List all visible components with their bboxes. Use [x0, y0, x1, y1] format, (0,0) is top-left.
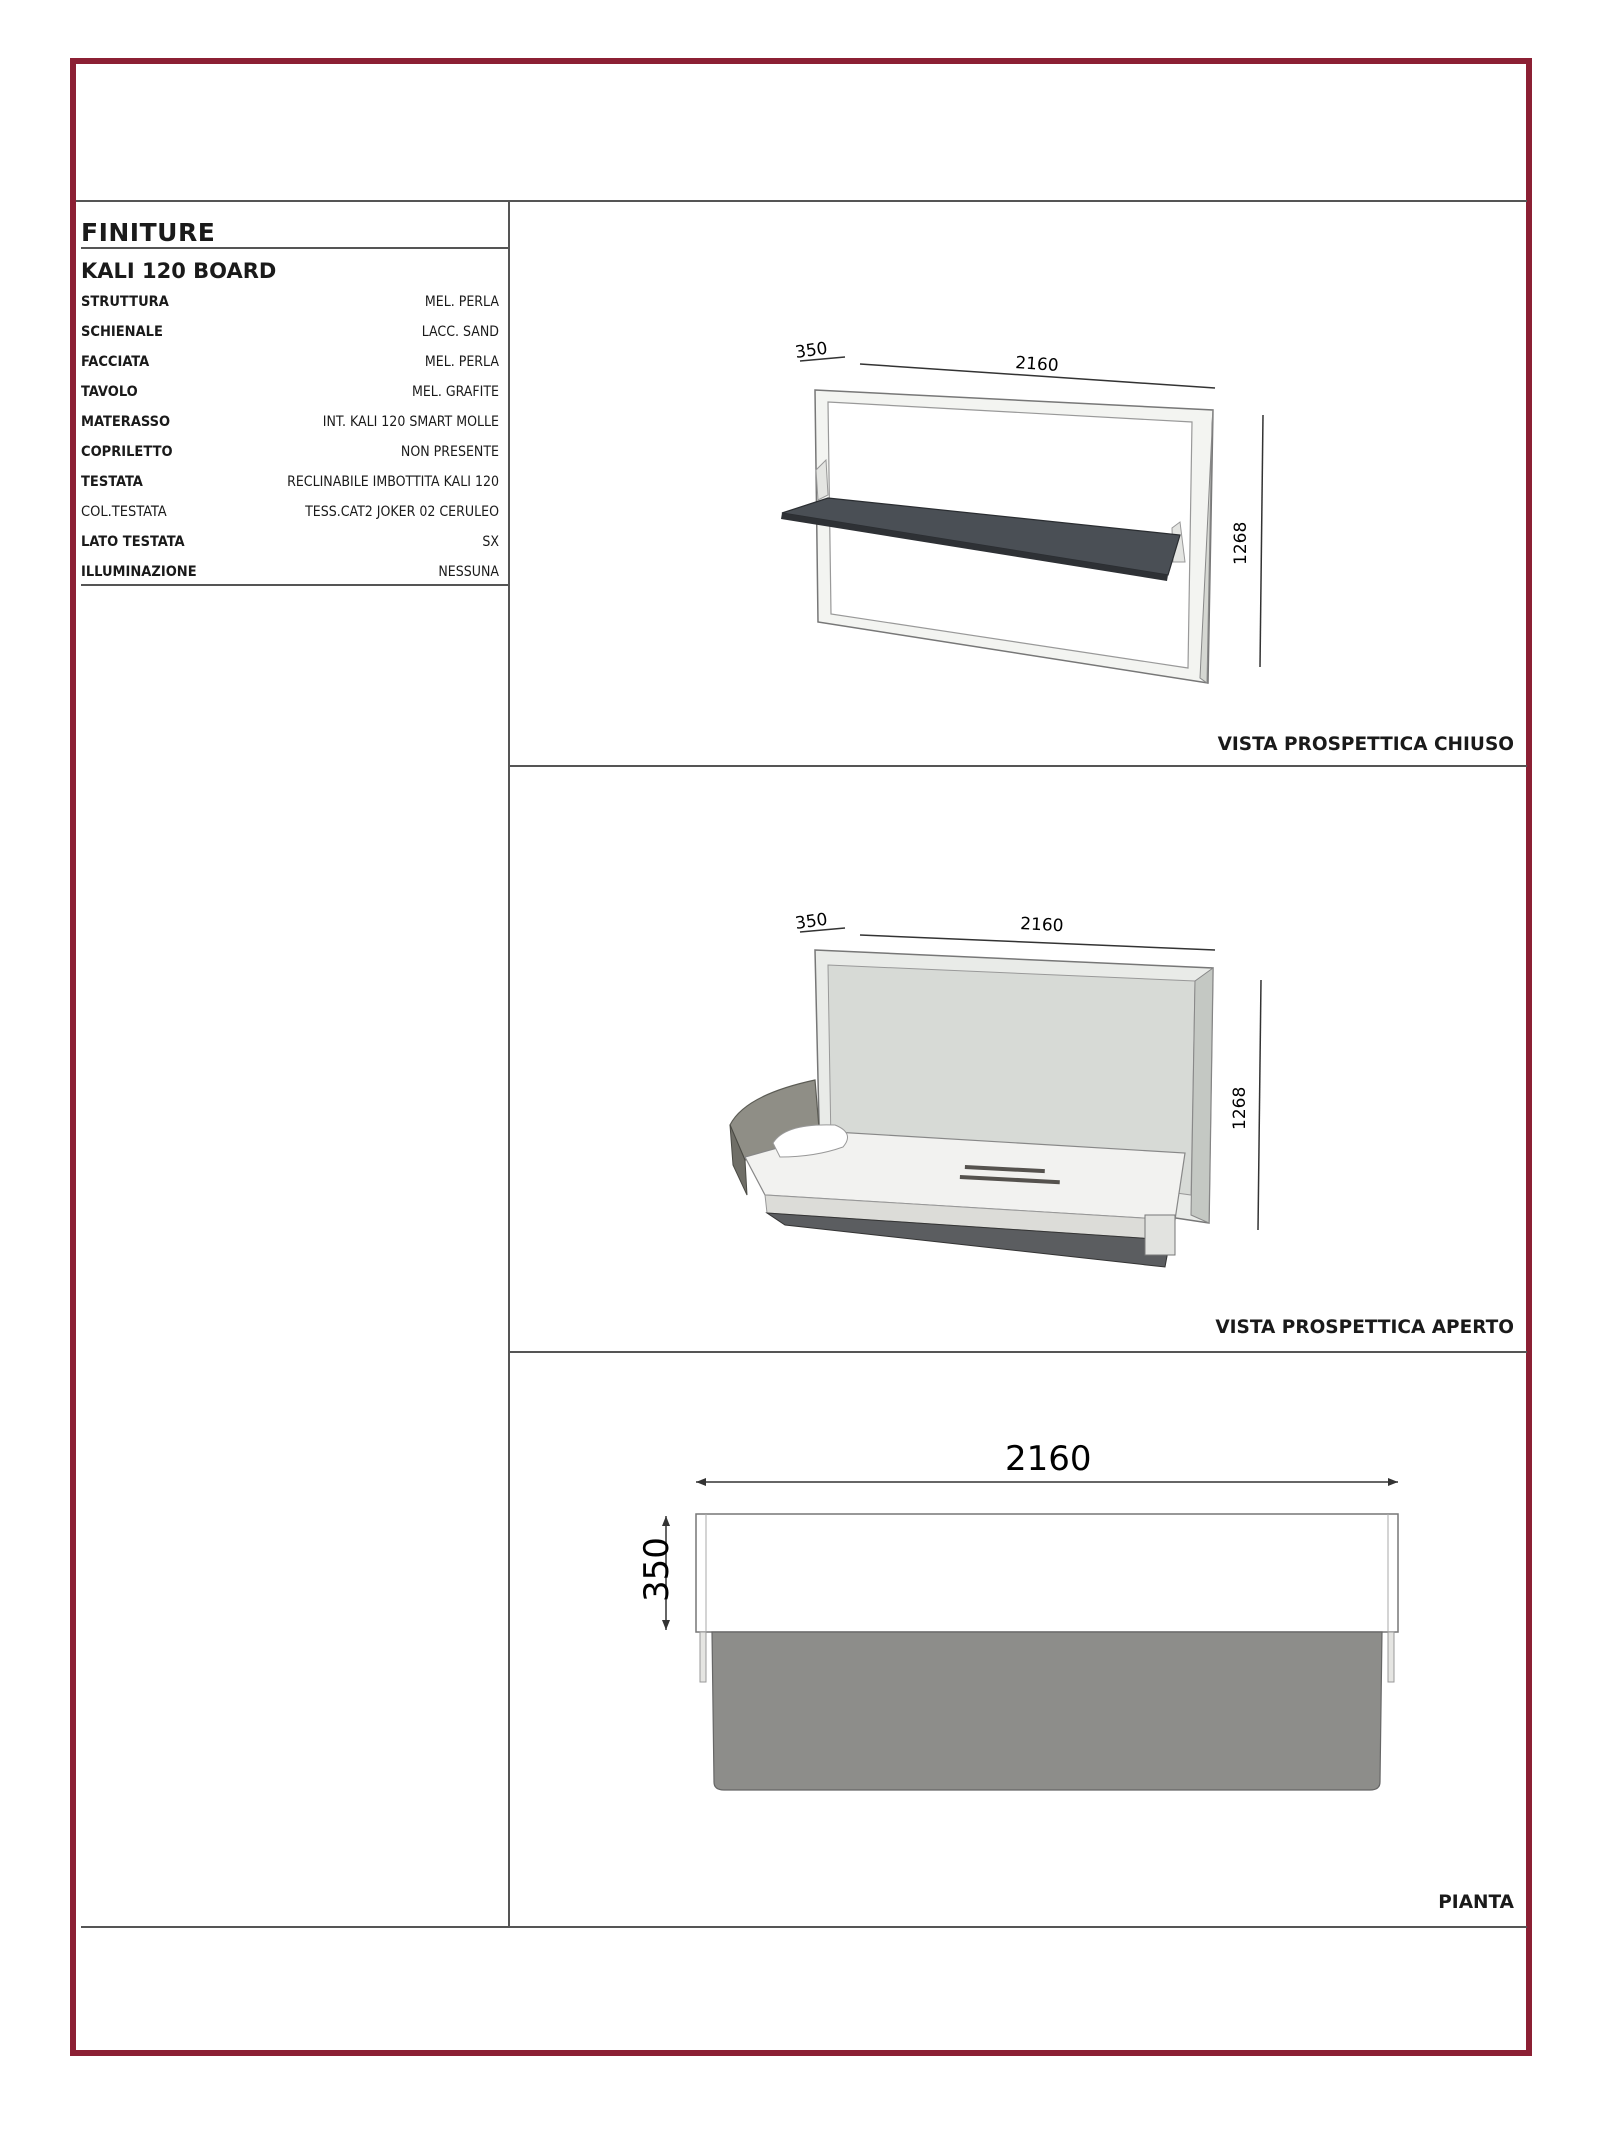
- plan-view-label: PIANTA: [1438, 1892, 1514, 1913]
- spec-label: FACCIATA: [81, 354, 150, 370]
- spec-value: MEL. GRAFITE: [411, 384, 499, 400]
- spec-row-struttura: [81, 290, 499, 316]
- spec-value: NON PRESENTE: [400, 444, 499, 460]
- spec-row-materasso: [81, 410, 499, 436]
- spec-row-copriletto: [81, 440, 499, 466]
- open-depth-dim: 350: [793, 909, 829, 934]
- closed-height-dim: 1268: [1231, 521, 1251, 565]
- spec-label: TESTATA: [81, 474, 143, 490]
- model-name: KALI 120 BOARD: [81, 259, 277, 283]
- plan-depth-dim: 350: [637, 1537, 677, 1602]
- spec-label: TAVOLO: [81, 384, 138, 400]
- plan-width-dim: 2160: [1005, 1439, 1092, 1479]
- spec-row-illuminazione: [81, 560, 499, 586]
- open-view-drawing: [725, 895, 1285, 1315]
- column-divider: [508, 202, 510, 1926]
- finiture-title: FINITURE: [81, 218, 216, 247]
- spec-value: MEL. PERLA: [424, 354, 499, 370]
- spec-label: COL.TESTATA: [81, 504, 167, 520]
- closed-view-drawing: [760, 330, 1300, 700]
- spec-row-facciata: [81, 350, 499, 376]
- spec-row-col-testata: [81, 500, 499, 526]
- spec-label: LATO TESTATA: [81, 534, 185, 550]
- header-divider: [76, 200, 1527, 202]
- closed-depth-dim: 350: [793, 338, 829, 363]
- view1-divider: [510, 765, 1527, 767]
- spec-label: ILLUMINAZIONE: [81, 564, 197, 580]
- spec-value: RECLINABILE IMBOTTITA KALI 120: [287, 474, 499, 490]
- spec-value: LACC. SAND: [421, 324, 499, 340]
- spec-value: TESS.CAT2 JOKER 02 CERULEO: [305, 504, 499, 520]
- specs-title-underline: [81, 247, 508, 249]
- open-height-dim: 1268: [1230, 1086, 1250, 1130]
- spec-value: NESSUNA: [438, 564, 499, 580]
- spec-label: SCHIENALE: [81, 324, 163, 340]
- footer-divider: [81, 1926, 1527, 1928]
- spec-label: COPRILETTO: [81, 444, 173, 460]
- spec-row-tavolo: [81, 380, 499, 406]
- spec-row-lato-testata: [81, 530, 499, 556]
- closed-view-label: VISTA PROSPETTICA CHIUSO: [1217, 734, 1514, 755]
- spec-value: SX: [482, 534, 499, 550]
- spec-value: MEL. PERLA: [424, 294, 499, 310]
- open-width-dim: 2160: [1019, 914, 1064, 937]
- spec-value: INT. KALI 120 SMART MOLLE: [322, 414, 499, 430]
- spec-row-testata: [81, 470, 499, 496]
- open-view-label: VISTA PROSPETTICA APERTO: [1215, 1317, 1514, 1338]
- view2-divider: [510, 1351, 1527, 1353]
- spec-label: MATERASSO: [81, 414, 171, 430]
- plan-view-drawing: [620, 1430, 1420, 1810]
- closed-width-dim: 2160: [1014, 353, 1060, 377]
- spec-row-schienale: [81, 320, 499, 346]
- spec-label: STRUTTURA: [81, 294, 169, 310]
